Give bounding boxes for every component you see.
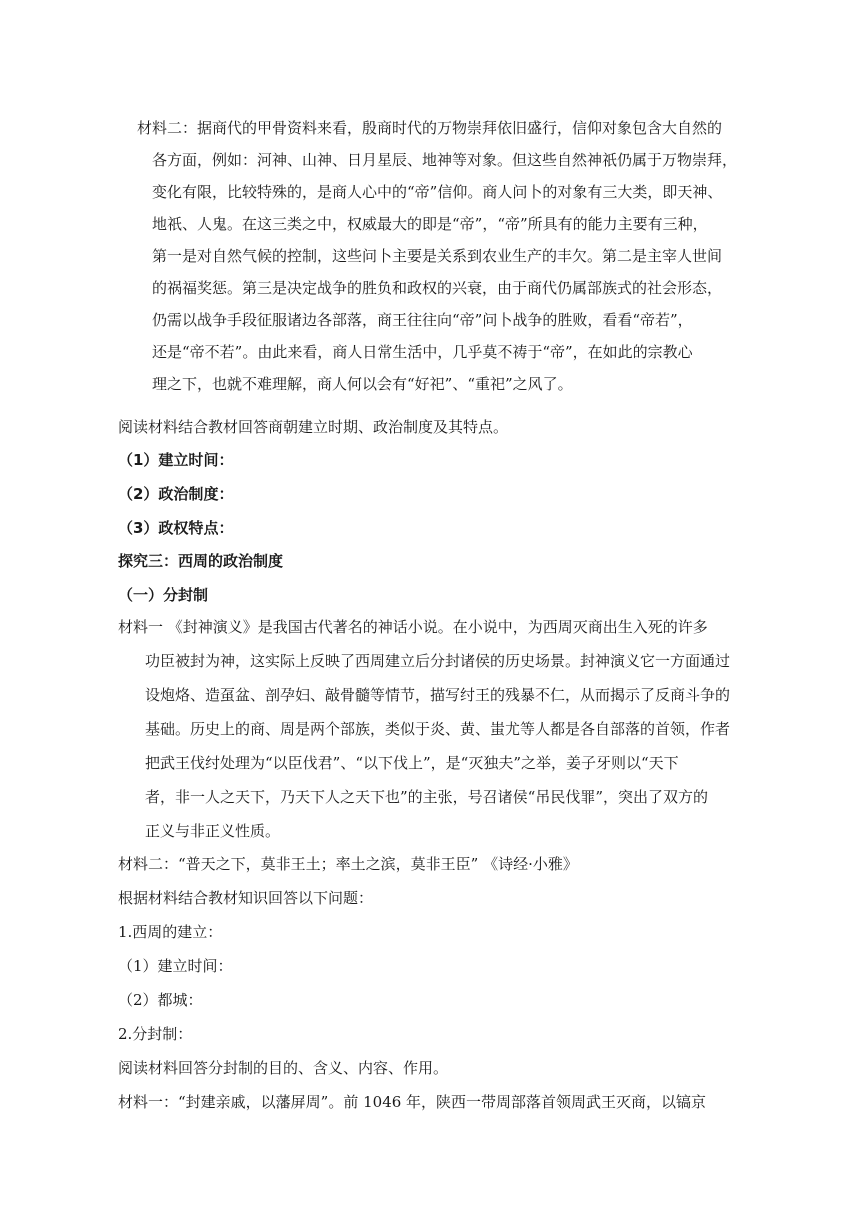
material-2-shang-line-7: 仍需以战争手段征服诸边各部落，商王往往向“帝”问卜战争的胜败，看看“帝若”， xyxy=(152,311,693,329)
subsection-1-title: （一）分封制 xyxy=(118,586,209,604)
item-1-b-capital: （2）都城： xyxy=(118,991,203,1009)
material-2-shang-line-8: 还是“帝不若”。由此来看，商人日常生活中，几乎莫不祷于“帝”，在如此的宗教心 xyxy=(152,343,693,361)
question-3-regime-features: （3）政权特点： xyxy=(118,519,234,537)
material-1-zhou-line-3: 设炮烙、造虿盆、剖孕妇、敲骨髓等情节，描写纣王的残暴不仁，从而揭示了反商斗争的 xyxy=(145,686,731,704)
material-2-shang-line-9: 理之下，也就不难理解，商人何以会有“好祀”、“重祀”之风了。 xyxy=(152,375,573,393)
item-1-a-founding-time: （1）建立时间： xyxy=(118,957,233,975)
material-1-zhou-line-1: 材料一 《封神演义》是我国古代著名的神话小说。在小说中，为西周灭商出生入死的许多 xyxy=(118,618,708,636)
material-1-zhou-line-5: 把武王伐纣处理为“以臣伐君”、“以下伐上”，是“灭独夫”之举，姜子牙则以“天下 xyxy=(145,754,679,772)
material-2-shang-line-3: 变化有限，比较特殊的，是商人心中的“帝”信仰。商人问卜的对象有三大类，即天神、 xyxy=(152,183,723,201)
material-1-zhou-line-7: 正义与非正义性质。 xyxy=(145,822,281,840)
item-1-western-zhou-founding: 1.西周的建立： xyxy=(118,923,223,941)
material-2-shang-line-4: 地祇、人鬼。在这三类之中，权威最大的即是“帝”，“帝”所具有的能力主要有三种， xyxy=(152,215,708,233)
question-2-political-system: （2）政治制度： xyxy=(118,485,234,503)
material-2-shang-line-1: 材料二：据商代的甲骨资料来看，殷商时代的万物崇拜依旧盛行，信仰对象包含大自然的 xyxy=(137,119,723,137)
material-1-zhou-line-6: 者，非一人之天下，乃天下人之天下也”的主张，号召诸侯“吊民伐罪”，突出了双方的 xyxy=(145,788,709,806)
material-2-shang-line-6: 的祸福奖惩。第三是决定战争的胜负和政权的兴衰，由于商代仍属部族式的社会形态， xyxy=(152,279,723,297)
material-2-zhou: 材料二：“普天之下，莫非王土；率土之滨，莫非王臣” 《诗经·小雅》 xyxy=(118,855,578,873)
material-2-shang-line-2: 各方面，例如：河神、山神、日月星辰、地神等对象。但这些自然神祇仍属于万物崇拜， xyxy=(152,151,738,169)
material-1-zhou-line-4: 基础。历史上的商、周是两个部族，类似于炎、黄、蚩尤等人都是各自部落的首领，作者 xyxy=(145,720,731,738)
question-shang: 阅读材料结合教材回答商朝建立时期、政治制度及其特点。 xyxy=(118,418,509,436)
material-1-fengjian: 材料一：“封建亲戚，以藩屏周”。前 1046 年，陕西一带周部落首领周武王灭商，以镐京 xyxy=(118,1093,707,1111)
item-2-fengjian: 2.分封制： xyxy=(118,1025,193,1043)
section-3-title: 探究三：西周的政治制度 xyxy=(118,552,284,570)
question-1-founding-time: （1）建立时间： xyxy=(118,451,234,469)
question-fengjian: 阅读材料回答分封制的目的、含义、内容、作用。 xyxy=(118,1059,449,1077)
material-2-shang-line-5: 第一是对自然气候的控制，这些问卜主要是关系到农业生产的丰欠。第二是主宰人世间 xyxy=(152,247,723,265)
material-1-zhou-line-2: 功臣被封为神，这实际上反映了西周建立后分封诸侯的历史场景。封神演义它一方面通过 xyxy=(145,652,731,670)
instruction: 根据材料结合教材知识回答以下问题： xyxy=(118,889,374,907)
